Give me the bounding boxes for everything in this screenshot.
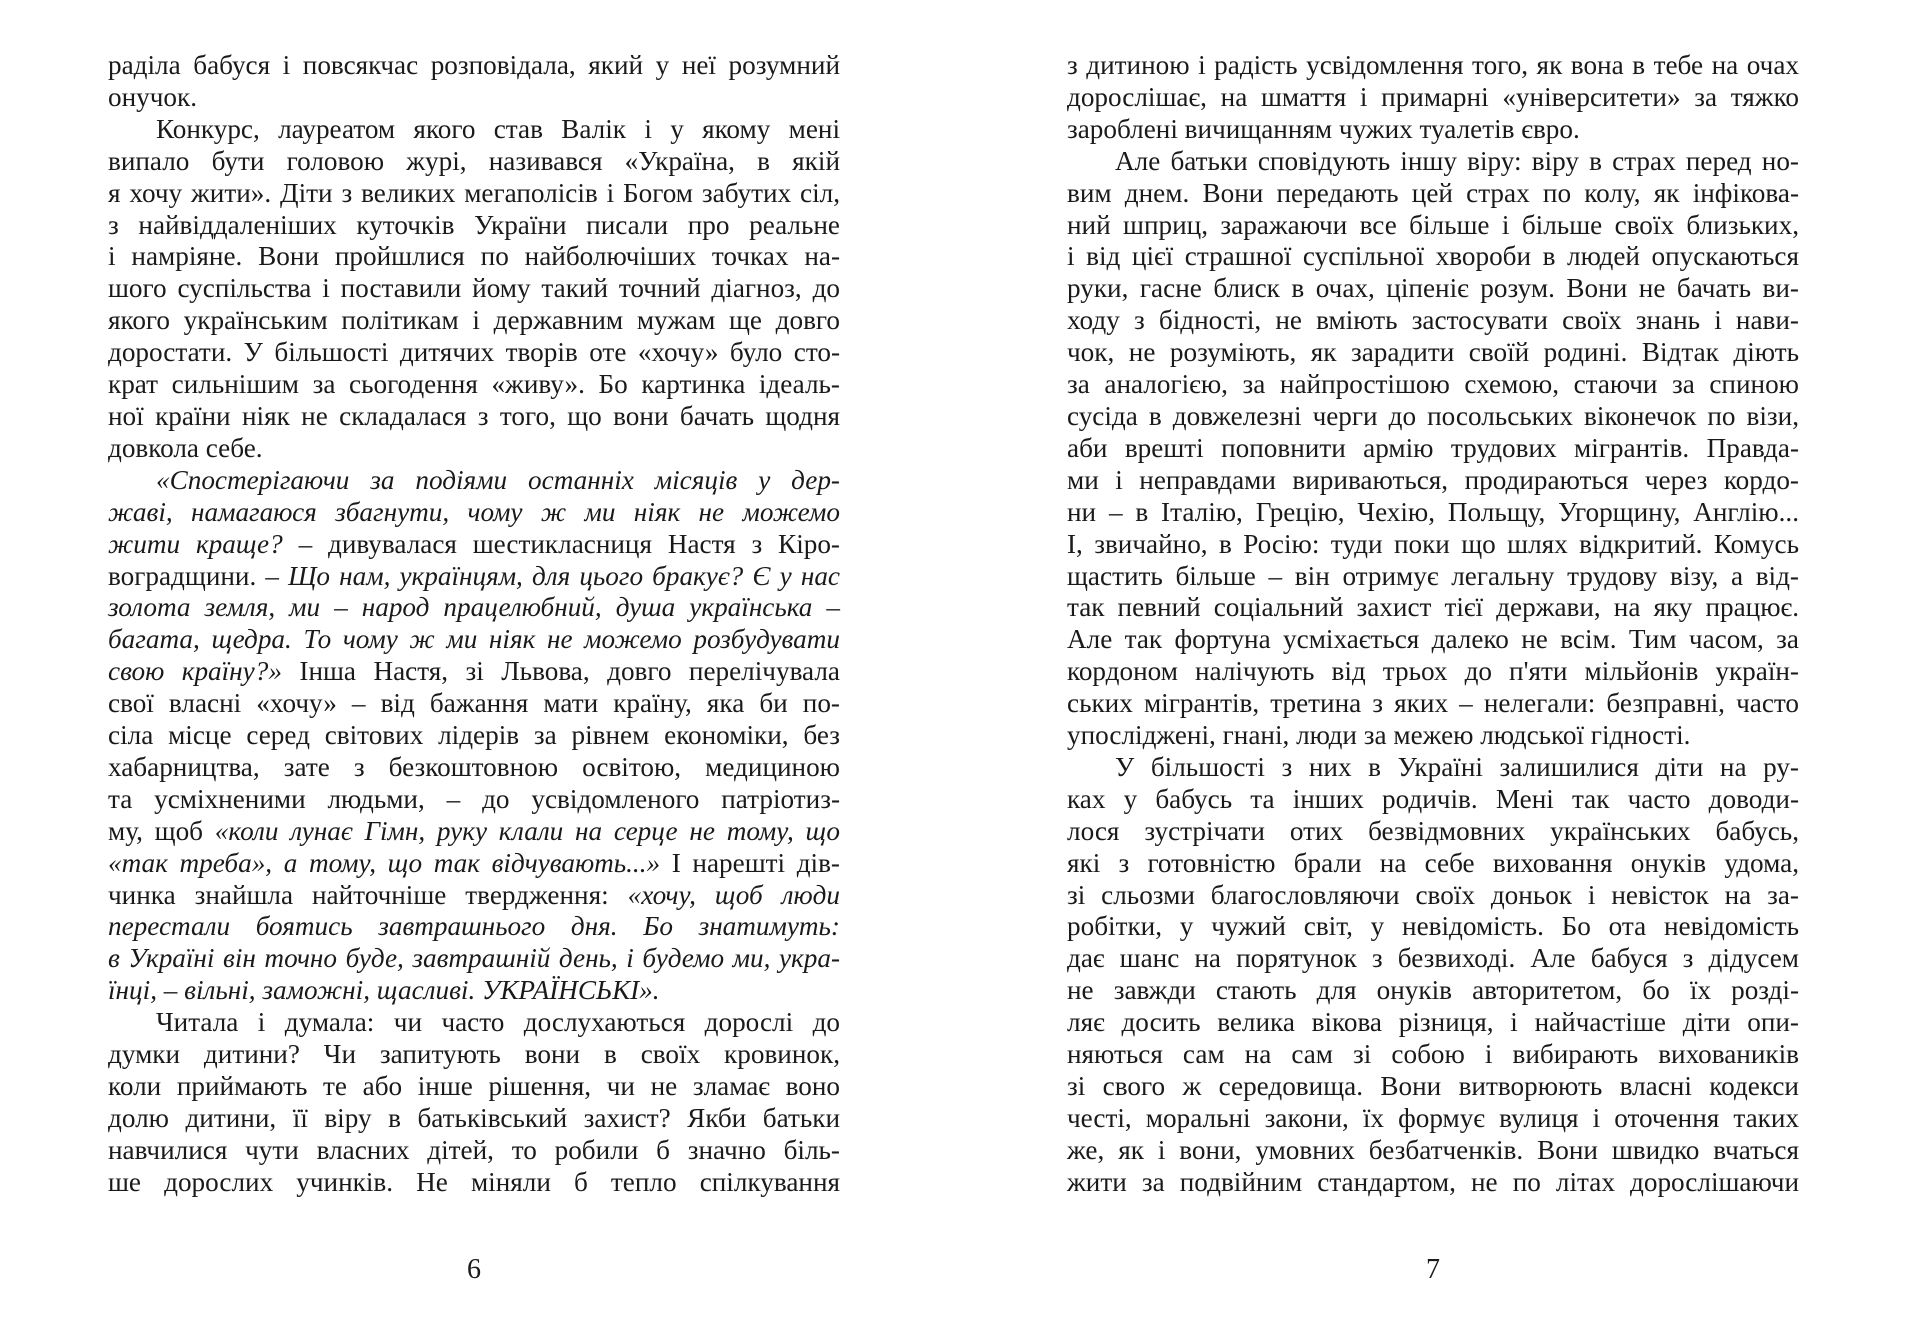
left-page [108,0,840,1320]
italic-quote-segment: перестали боятись завтрашнього дня. Бо знатимуть: [108,911,840,942]
text-line [108,816,840,848]
text-line [108,975,840,1007]
text-segment: доростати. У більшості дитячих творів оте «хочу» було сто- [108,337,840,368]
text-line [1067,880,1799,912]
italic-quote-segment: Що нам, українцям, для цього бракує? Є у нас [288,560,840,591]
text-segment: ходу з бідності, не вміють застосувати своїх знань і нави- [1067,305,1799,336]
text-segment: ше дорослих учинків. Не міняли б тепло спілкування [108,1166,840,1197]
text-segment: якого українським політикам і державним мужам ще довго [108,305,840,336]
text-segment: руки, гасне блиск в очах, ціпеніє розум. Вони не бачать ви- [1067,273,1799,304]
text-segment: дорослішає, на шмаття і примарні «університети» за тяжко [1067,81,1799,112]
text-line [1067,210,1799,242]
text-line [108,114,840,146]
text-line [108,1167,840,1199]
text-line [1067,305,1799,337]
text-segment: ських мігрантів, третина з яких – нелегали: безправні, часто [1067,688,1799,719]
text-line [108,210,840,242]
text-line [1067,592,1799,624]
text-line [108,1103,840,1135]
text-segment: ках у бабусь та інших родичів. Мені так часто доводи- [1067,783,1799,814]
text-line [1067,1135,1799,1167]
text-line [1067,465,1799,497]
text-line [1067,146,1799,178]
text-segment: щастить більше – він отримує легальну трудову візу, а від- [1067,560,1799,591]
text-segment: раділа бабуся і повсякчас розповідала, який у неї розумний [108,50,840,80]
text-line [108,752,840,784]
text-line [1067,943,1799,975]
text-segment: так певний соціальний захист тієї держави, на яку працює. [1067,592,1799,623]
text-line [108,50,840,82]
text-line [1067,401,1799,433]
text-segment: та усміхненими людьми, – до усвідомленого патріотиз- [108,783,840,814]
italic-quote-segment: «Спостерігаючи за подіями останніх місяців у дер- [156,464,840,495]
text-segment: свої власні «хочу» – від бажання мати країну, яка би по- [108,688,840,719]
text-segment: ний шприц, заражаючи все більше і більше своїх близьких, [1067,209,1799,240]
text-line [1067,784,1799,816]
text-segment: няються сам на сам зі собою і вибирають виховаників [1067,1039,1799,1070]
italic-quote-segment: в Україні він точно буде, завтрашній день, і будемо ми, укра- [108,943,840,974]
text-segment: онучок. [108,81,198,112]
text-segment: І нарешті дів- [660,847,840,878]
right-page [1067,0,1799,1320]
text-line [108,82,840,114]
text-line [108,1039,840,1071]
text-line [1067,1039,1799,1071]
text-line [1067,1167,1799,1199]
text-line [108,305,840,337]
text-segment: Інша Настя, зі Львова, довго перелічувала [281,656,840,687]
text-line [1067,1007,1799,1039]
italic-quote-segment: свою країну?» [108,656,282,687]
text-line [108,401,840,433]
left-page-body-text [108,50,840,1199]
text-line [108,1135,840,1167]
text-segment: ми і неправдами вириваються, продираються через кордо- [1067,464,1799,495]
text-line [1067,1103,1799,1135]
text-segment: чинка знайшла найточніше твердження: [108,879,628,910]
italic-quote-segment: багата, щедра. То чому ж ми ніяк не можемо розбудувати [108,624,840,655]
text-segment: сіла місце серед світових лідерів за рівнем економіки, без [108,720,840,751]
text-segment: шого суспільства і поставили йому такий точний діагноз, до [108,273,840,304]
text-line [1067,975,1799,1007]
text-line [1067,369,1799,401]
right-page-number: 7 [1426,1254,1440,1285]
text-segment: дає шанс на порятунок з безвиході. Але бабуся з дідусем [1067,943,1799,974]
text-line [1067,529,1799,561]
text-line [108,273,840,305]
text-line [108,720,840,752]
text-line [1067,241,1799,273]
text-line [108,784,840,816]
text-line [108,1071,840,1103]
text-segment: не завжди стають для онуків авторитетом, бо їх розді- [1067,975,1799,1006]
text-line [108,146,840,178]
text-line [108,561,840,593]
text-segment: і намріяне. Вони пройшлися по найболючіших точках на- [108,241,840,272]
text-segment: зі свого ж середовища. Вони витворюють власні кодекси [1067,1071,1799,1101]
italic-quote-segment: жити краще? [108,528,283,559]
text-line [1067,114,1799,146]
text-line [108,241,840,273]
text-segment: за аналогією, за найпростішою схемою, стаючи за спиною [1067,369,1799,400]
text-line [1067,848,1799,880]
text-segment: ляє досить велика вікова різниця, і найчастіше діти опи- [1067,1007,1799,1038]
text-segment: крат сильнішим за сьогодення «живу». Бо картинка ідеаль- [108,369,840,400]
text-segment: Конкурс, лауреатом якого став Валік і у якому мені [156,113,840,144]
text-line [1067,911,1799,943]
text-segment: я хочу жити». Діти з великих мегаполісів і Богом забутих сіл, [108,177,840,208]
text-segment: довкола себе. [108,432,263,463]
text-segment: чок, не розуміють, як зарадити своїй родині. Відтак діють [1067,337,1799,368]
text-line [1067,624,1799,656]
text-segment: зароблені вичищанням чужих туалетів євро. [1067,113,1580,144]
text-line [108,624,840,656]
text-line [108,688,840,720]
text-line [108,433,840,465]
text-segment: вим днем. Вони передають цей страх по колу, як інфікова- [1067,177,1799,208]
text-line [108,880,840,912]
text-segment: честі, моральні закони, їх формує вулиця і оточення таких [1067,1102,1799,1133]
text-segment: му, щоб [108,815,215,846]
text-line [108,337,840,369]
text-segment: робітки, у чужий світ, у невідомість. Бо ота невідомість [1067,911,1799,942]
text-segment: Читала і думала: чи часто дослухаються дорослі до [156,1007,840,1038]
text-line [108,178,840,210]
italic-quote-segment: «хочу, щоб люди [627,879,840,910]
text-segment: сусіда в довжелезні черги до посольських віконечок по візи, [1067,400,1799,431]
text-line [108,911,840,943]
text-segment: випало бути головою журі, називався «Україна, в якій [108,145,840,176]
text-segment: – дивувалася шестикласниця Настя з Кіро- [282,528,840,559]
text-segment: воградщини. – [108,560,289,591]
text-segment: з дитиною і радість усвідомлення того, як вона в тебе на очах [1067,50,1799,80]
text-line [108,529,840,561]
text-segment: з найвіддаленіших куточків України писали про реальне [108,209,840,240]
text-line [108,943,840,975]
text-segment: лося зустрічати отих безвідмовних українських бабусь, [1067,815,1799,846]
text-line [108,465,840,497]
text-line [1067,1071,1799,1103]
text-line [1067,752,1799,784]
text-segment: зі сльозми благословляючи своїх доньок і невісток на за- [1067,879,1799,910]
italic-quote-segment: «коли лунає Гімн, руку клали на серце не тому, що [214,815,841,846]
text-line [1067,688,1799,720]
text-segment: У більшості з них в Україні залишилися діти на ру- [1115,751,1799,782]
text-line [1067,337,1799,369]
text-segment: ни – в Італію, Грецію, Чехію, Польщу, Угорщину, Англію... [1067,496,1799,527]
text-segment: кордоном налічують від трьох до п'яти мільйонів україн- [1067,656,1799,687]
text-segment: коли приймають те або інше рішення, чи не зламає воно [108,1071,840,1101]
text-segment: упосліджені, гнані, люди за межею людської гідності. [1067,720,1691,751]
text-line [108,497,840,529]
text-segment: навчилися чути власних дітей, то робили б значно біль- [108,1134,840,1165]
text-line [1067,656,1799,688]
text-segment: і від цієї страшної суспільної хвороби в людей опускаються [1067,241,1799,272]
text-segment: аби врешті поповнити армію трудових мігрантів. Правда- [1067,432,1799,463]
right-page-body-text [1067,50,1799,1199]
text-segment: Але батьки сповідують іншу віру: віру в страх перед но- [1115,145,1799,176]
italic-quote-segment: їнці, – вільні, заможні, щасливі. УКРАЇНСЬКІ». [108,975,660,1006]
text-line [108,848,840,880]
text-segment: хабарництва, зате з безкоштовною освітою, медициною [108,751,840,782]
text-line [108,369,840,401]
text-segment: І, звичайно, в Росію: туди поки що шлях відкритий. Комусь [1067,528,1799,559]
text-line [1067,816,1799,848]
text-line [1067,273,1799,305]
text-line [1067,82,1799,114]
text-segment: ної країни ніяк не складалася з того, що вони бачать щодня [108,400,840,431]
text-line [108,656,840,688]
text-line [1067,497,1799,529]
text-line [1067,720,1799,752]
italic-quote-segment: «так треба», а тому, що так відчувають...» [108,847,661,878]
text-line [1067,178,1799,210]
text-segment: же, як і вони, умовних безбатченків. Вони швидко вчаться [1067,1134,1799,1165]
italic-quote-segment: золота земля, ми – народ працелюбний, душа українська – [108,592,840,623]
text-segment: Але так фортуна усміхається далеко не всім. Тим часом, за [1067,624,1799,655]
text-segment: які з готовністю брали на себе виховання онуків удома, [1067,847,1799,878]
text-line [1067,433,1799,465]
italic-quote-segment: жаві, намагаюся збагнути, чому ж ми ніяк не можемо [108,496,840,527]
text-line [1067,561,1799,593]
text-line [1067,50,1799,82]
text-segment: думки дитини? Чи запитують вони в своїх кровинок, [108,1039,840,1070]
text-segment: долю дитини, її віру в батьківський захист? Якби батьки [108,1102,840,1133]
text-line [108,592,840,624]
text-line [108,1007,840,1039]
left-page-number: 6 [467,1254,481,1285]
text-segment: жити за подвійним стандартом, не по літах дорослішаючи [1067,1166,1799,1197]
